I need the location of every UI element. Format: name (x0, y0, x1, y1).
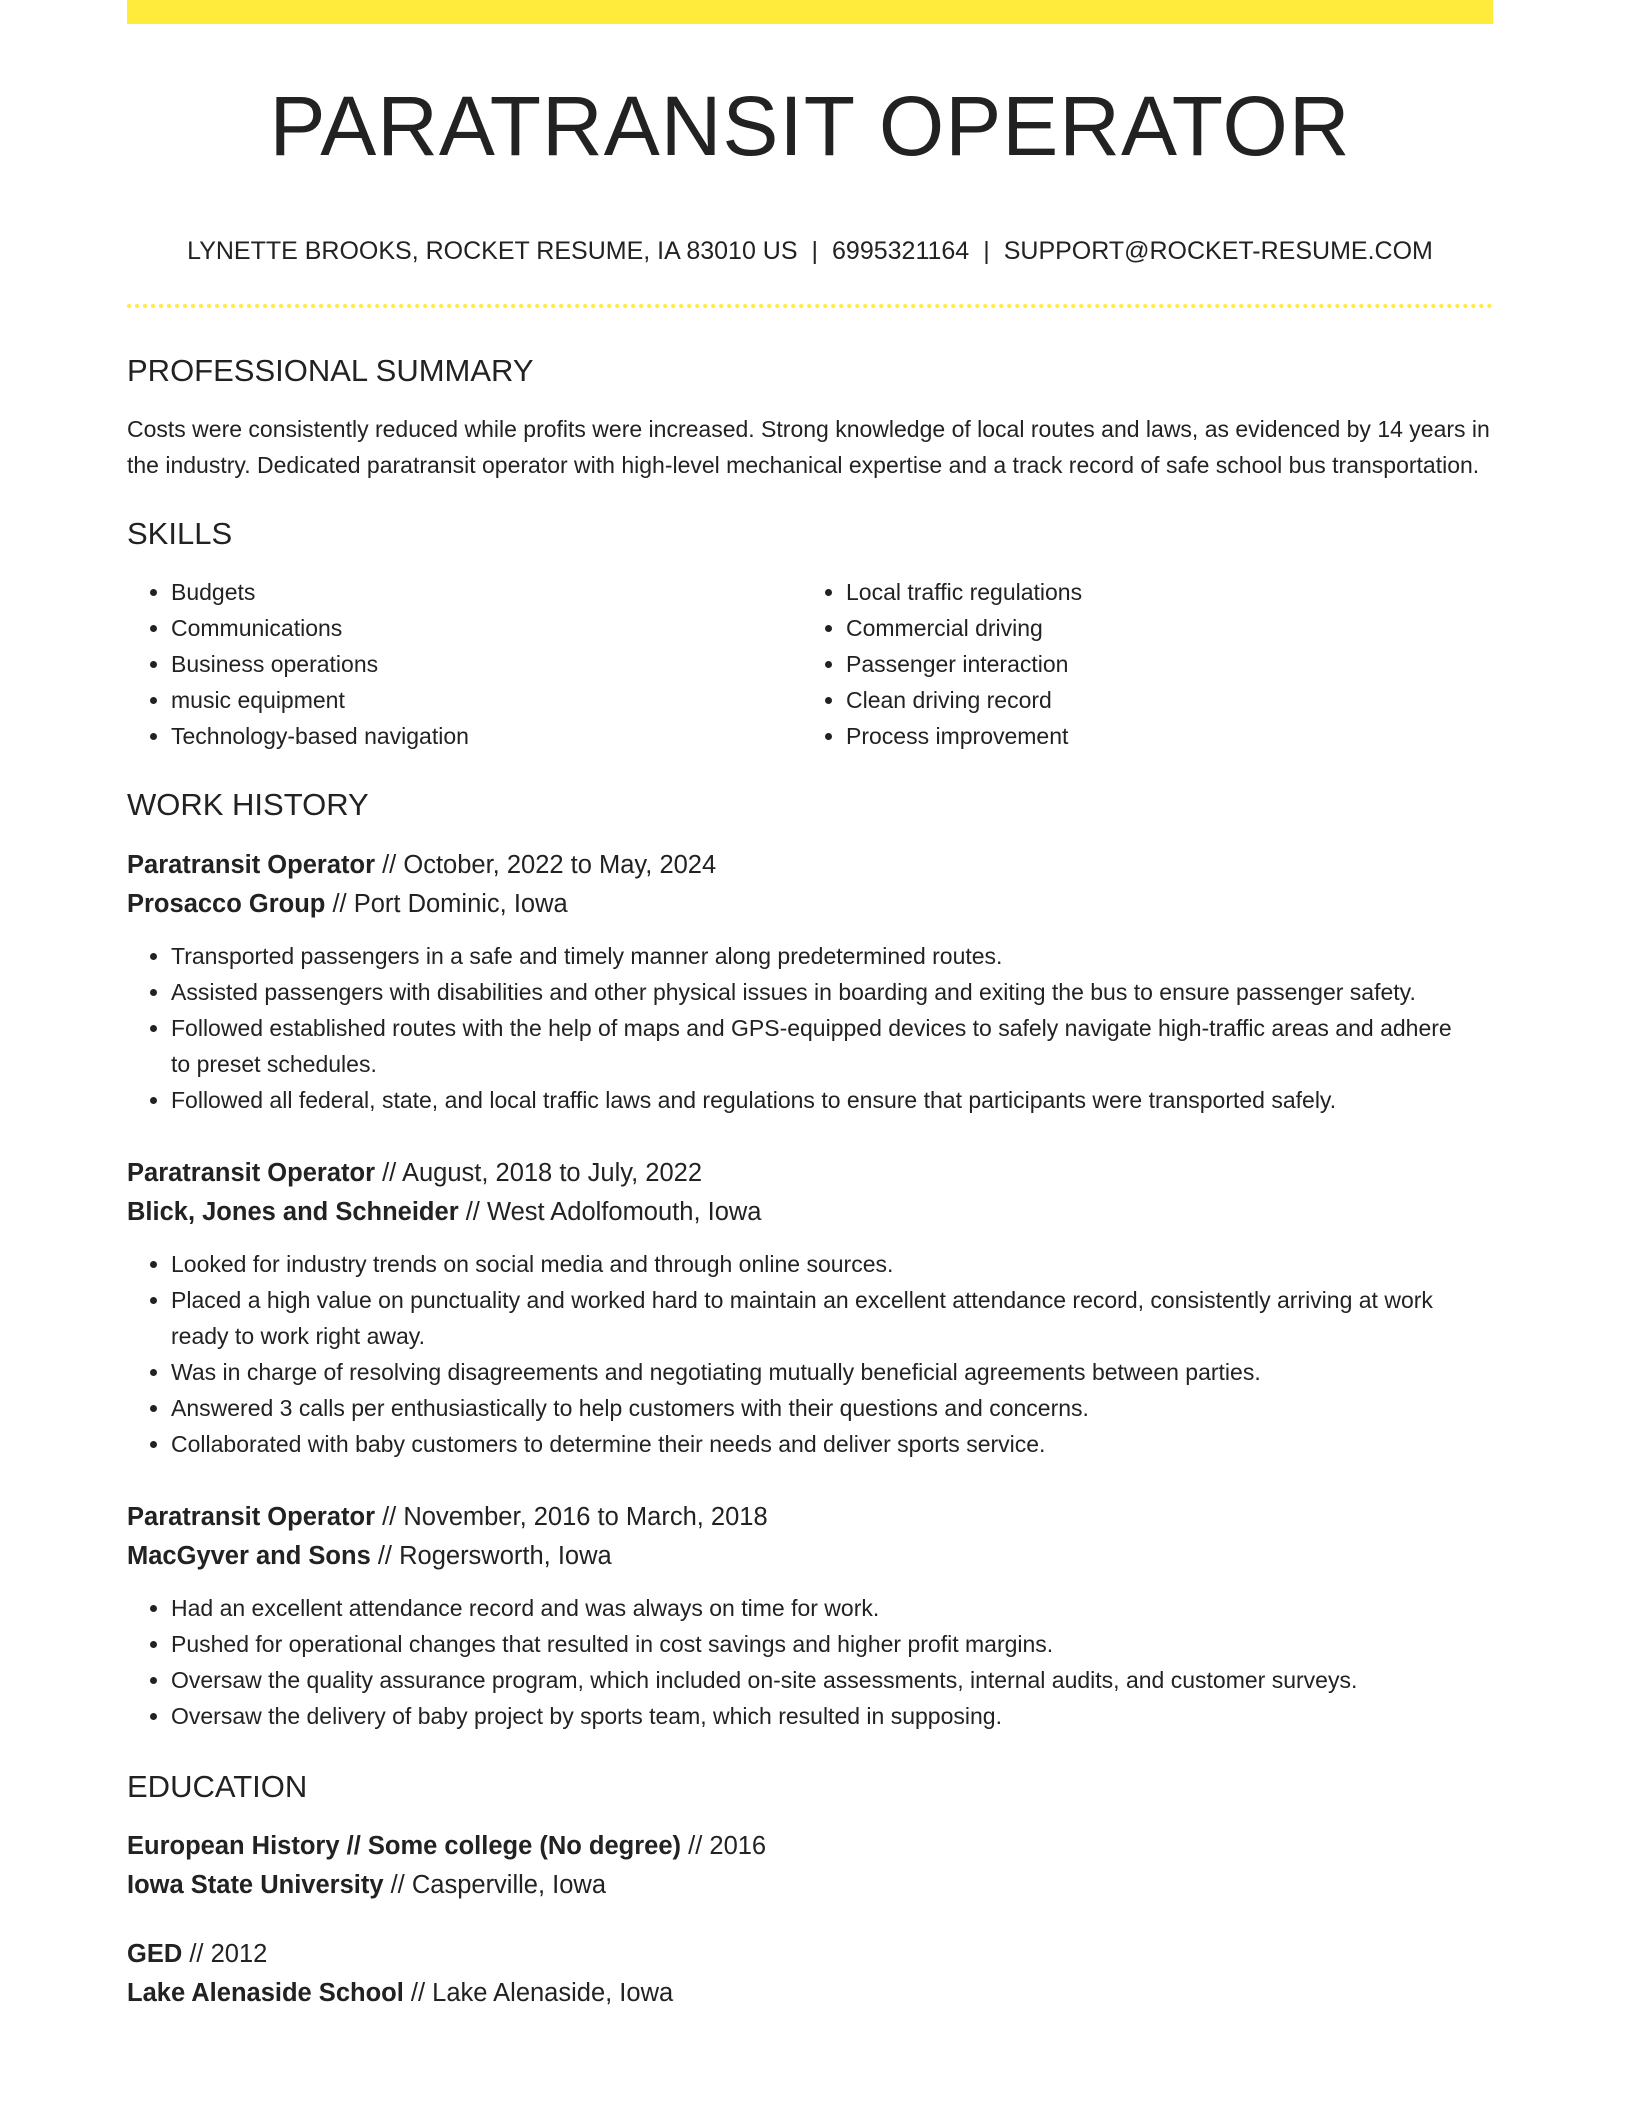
job-location: // Rogersworth, Iowa (370, 1541, 612, 1570)
job-company-line (127, 1537, 1493, 1576)
job-bullet: • Followed established routes with the help of maps and GPS-equipped devices to safely navigate high-traffic areas and adhere to preset schedules. (171, 1010, 1493, 1082)
job-company: Prosacco Group (127, 889, 326, 918)
resume-title: PARATRANSIT OPERATOR (269, 79, 1351, 173)
accent-bar (127, 0, 1493, 24)
section-title-education: EDUCATION (127, 1768, 308, 1804)
contact-address: LYNETTE BROOKS, ROCKET RESUME, IA 83010 US (187, 237, 798, 265)
job-bullets (127, 1246, 1493, 1462)
skill-item: • Passenger interaction (846, 646, 1475, 682)
skill-item: • Budgets (171, 574, 800, 610)
skill-item: • music equipment (171, 682, 800, 718)
education-school-line (127, 1866, 1493, 1905)
job-dates: // August, 2018 to July, 2022 (375, 1158, 703, 1187)
job-bullet: • Oversaw the delivery of baby project by sports team, which resulted in supposing. (171, 1698, 1493, 1734)
job-role: Paratransit Operator (127, 1158, 376, 1187)
job-bullet: • Answered 3 calls per enthusiastically to help customers with their questions and concerns. (171, 1390, 1493, 1426)
job-bullet: • Had an excellent attendance record and was always on time for work. (171, 1590, 1493, 1626)
skill-item: • Business operations (171, 646, 800, 682)
job-dates: // October, 2022 to May, 2024 (375, 850, 717, 879)
education-degree-line (127, 1935, 1493, 1974)
education-school: Lake Alenaside School (127, 1978, 404, 2007)
job-bullet: • Pushed for operational changes that resulted in cost savings and higher profit margins. (171, 1626, 1493, 1662)
skills-column-left (127, 574, 800, 754)
job-bullet: • Looked for industry trends on social media and through online sources. (171, 1246, 1493, 1282)
education-entry (127, 1827, 1493, 1905)
skill-item: • Technology-based navigation (171, 718, 800, 754)
skill-item: • Process improvement (846, 718, 1475, 754)
job-location: // Port Dominic, Iowa (325, 889, 568, 918)
contact-email: SUPPORT@ROCKET-RESUME.COM (1003, 237, 1433, 265)
education-year: // 2012 (182, 1939, 268, 1968)
job-entry (127, 1154, 1493, 1462)
contact-line (127, 236, 1493, 266)
education-degree: European History // Some college (No degree) (127, 1831, 682, 1860)
contact-phone: 6995321164 (832, 237, 970, 265)
job-role: Paratransit Operator (127, 850, 376, 879)
job-company: MacGyver and Sons (127, 1541, 371, 1570)
section-title-skills: SKILLS (127, 516, 233, 552)
job-location: // West Adolfomouth, Iowa (458, 1197, 762, 1226)
job-company-line (127, 885, 1493, 924)
job-company: Blick, Jones and Schneider (127, 1197, 459, 1226)
job-role-line (127, 846, 1493, 885)
skills-list (127, 574, 1493, 754)
job-bullet: • Transported passengers in a safe and timely manner along predetermined routes. (171, 938, 1493, 974)
skills-column-right (800, 574, 1475, 754)
contact-separator: | (983, 237, 990, 265)
section-title-summary: PROFESSIONAL SUMMARY (127, 353, 534, 388)
job-entry (127, 1498, 1493, 1734)
job-bullet: • Collaborated with baby customers to determine their needs and deliver sports service. (171, 1426, 1493, 1462)
job-bullets (127, 938, 1493, 1118)
education-entry (127, 1935, 1493, 2013)
dotted-divider (127, 304, 1493, 308)
skill-item: • Local traffic regulations (846, 574, 1475, 610)
education-school: Iowa State University (127, 1870, 384, 1899)
summary-text: Costs were consistently reduced while profits were increased. Strong knowledge of local routes and laws, as evidenced by 14 years in the industry. Dedicated paratransit operator with high-level mechanical expertise and a track record of safe school bus transportation. (127, 416, 1490, 479)
job-role-line (127, 1498, 1493, 1537)
job-bullet: • Oversaw the quality assurance program, which included on-site assessments, internal audits, and customer surveys. (171, 1662, 1493, 1698)
job-entry (127, 846, 1493, 1118)
job-bullet: • Placed a high value on punctuality and worked hard to maintain an excellent attendance record, consistently arriving at work ready to work right away. (171, 1282, 1493, 1354)
education-location: // Lake Alenaside, Iowa (403, 1978, 674, 2007)
resume-page (127, 0, 1493, 2013)
education-year: // 2016 (681, 1831, 767, 1860)
job-bullet: • Was in charge of resolving disagreements and negotiating mutually beneficial agreements between parties. (171, 1354, 1493, 1390)
education-school-line (127, 1974, 1493, 2013)
education-location: // Casperville, Iowa (383, 1870, 607, 1899)
job-role-line (127, 1154, 1493, 1193)
job-company-line (127, 1193, 1493, 1232)
skill-item: • Clean driving record (846, 682, 1475, 718)
education-degree-line (127, 1827, 1493, 1866)
skill-item: • Communications (171, 610, 800, 646)
job-role: Paratransit Operator (127, 1502, 376, 1531)
job-dates: // November, 2016 to March, 2018 (375, 1502, 768, 1531)
skill-item: • Commercial driving (846, 610, 1475, 646)
job-bullets (127, 1590, 1493, 1734)
section-title-work-history: WORK HISTORY (127, 787, 369, 823)
job-bullet: • Followed all federal, state, and local traffic laws and regulations to ensure that participants were transported safely. (171, 1082, 1493, 1118)
contact-separator: | (811, 237, 819, 265)
job-bullet: • Assisted passengers with disabilities and other physical issues in boarding and exiting the bus to ensure passenger safety. (171, 974, 1493, 1010)
education-degree: GED (127, 1939, 183, 1968)
